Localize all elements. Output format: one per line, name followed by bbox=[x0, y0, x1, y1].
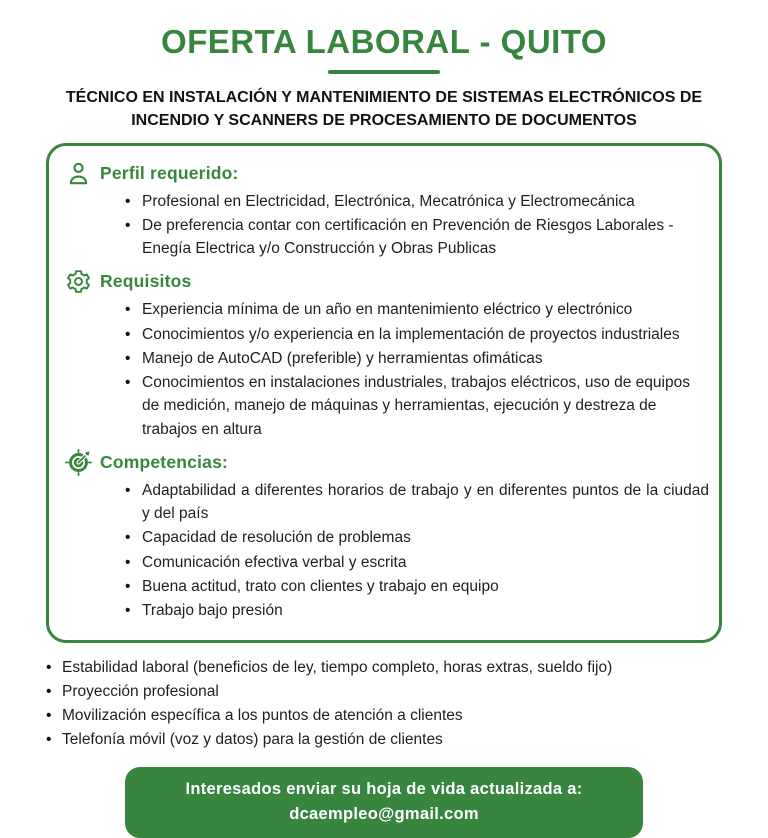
list-item: • Capacidad de resolución de problemas bbox=[125, 526, 709, 549]
list-item: • Experiencia mínima de un año en mantenimiento eléctrico y electrónico bbox=[125, 298, 709, 321]
list-item: • De preferencia contar con certificación en Prevención de Riesgos Laborales - Enegía Electrica y/o Construcción y Obras Publicas bbox=[125, 214, 709, 261]
section-heading-perfil: Perfil requerido: bbox=[100, 162, 239, 183]
list-item: • Conocimientos y/o experiencia en la implementación de proyectos industriales bbox=[125, 323, 709, 346]
list-item: • Profesional en Electricidad, Electrónica, Mecatrónica y Electromecánica bbox=[125, 190, 709, 213]
section-heading-requisitos: Requisitos bbox=[100, 271, 192, 292]
contact-banner[interactable] bbox=[125, 767, 643, 838]
list-item: • Proyección profesional bbox=[46, 680, 736, 704]
list-item: • Conocimientos en instalaciones industriales, trabajos eléctricos, uso de equipos de medición, manejo de máquinas y herramientas, ejecución y destreza de trabajos en altura bbox=[125, 371, 709, 441]
benefits-list bbox=[46, 656, 736, 752]
requisitos-list bbox=[125, 298, 709, 441]
list-item: • Buena actitud, trato con clientes y trabajo en equipo bbox=[125, 575, 709, 598]
list-item: • Estabilidad laboral (beneficios de ley, tiempo completo, horas extras, sueldo fijo) bbox=[46, 656, 736, 680]
list-item: • Movilización específica a los puntos de atención a clientes bbox=[46, 704, 736, 728]
section-header-requisitos bbox=[65, 268, 701, 295]
page-title: OFERTA LABORAL - QUITO bbox=[160, 23, 608, 60]
contact-banner-text: Interesados enviar su hoja de vida actualizada a: bbox=[185, 780, 583, 799]
title-underline bbox=[328, 70, 440, 74]
section-header-perfil bbox=[65, 160, 701, 187]
section-header-competencias bbox=[65, 449, 701, 476]
list-item: • Manejo de AutoCAD (preferible) y herramientas ofimáticas bbox=[125, 347, 709, 370]
competencias-list bbox=[125, 479, 709, 623]
list-item: • Comunicación efectiva verbal y escrita bbox=[125, 551, 709, 574]
list-item: • Trabajo bajo presión bbox=[125, 599, 709, 622]
person-icon bbox=[65, 160, 92, 187]
details-box bbox=[46, 143, 722, 644]
gear-icon bbox=[65, 268, 92, 295]
perfil-list bbox=[125, 190, 709, 261]
page-subtitle: TÉCNICO EN INSTALACIÓN Y MANTENIMIENTO DE SISTEMAS ELECTRÓNICOS DE INCENDIO Y SCANNERS DE PROCESAMIENTO DE DOCUMENTOS bbox=[65, 89, 703, 130]
list-item: • Adaptabilidad a diferentes horarios de trabajo y en diferentes puntos de la ciudad y del país bbox=[125, 479, 709, 526]
contact-email[interactable]: dcaempleo@gmail.com bbox=[289, 805, 479, 824]
target-icon bbox=[65, 449, 92, 476]
list-item: • Telefonía móvil (voz y datos) para la gestión de clientes bbox=[46, 728, 736, 752]
section-heading-competencias: Competencias: bbox=[100, 451, 229, 472]
